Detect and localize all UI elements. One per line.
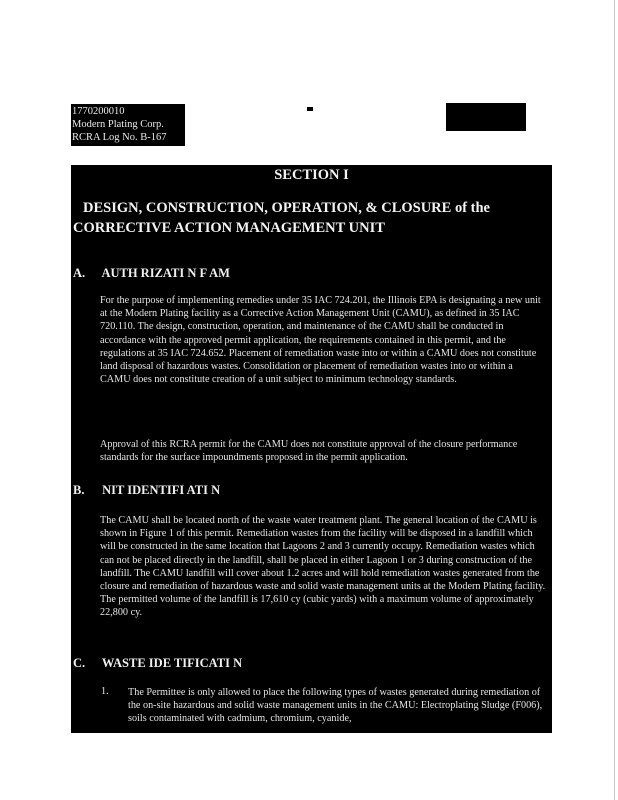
section-a-paragraph-1: For the purpose of implementing remedies under 35 IAC 724.201, the Illinois EPA is designating a new unit at the Modern Plating facility as a Corrective Action Management Unit (CAMU), as defined in 35 IAC 720.110. The design, construction, operation, and maintenance of the CAMU shall be conducted in accordance with the approved permit application, the requirements contained in this permit, and the regulations at 35 IAC 724.652. Placement of remediation waste into or within a CAMU does not constitute land disposal of hazardous wastes. Consolidation or placement of remediation wastes into or within a CAMU does not constitute creation of a unit subject to minimum technology standards. <box>100 295 541 386</box>
section-a-heading <box>73 266 230 281</box>
list-item-number: 1. <box>101 686 109 697</box>
main-title-line2: CORRECTIVE ACTION MANAGEMENT UNIT <box>73 220 385 236</box>
list-item-text: The Permittee is only allowed to place the following types of wastes generated during remediation of the on-site hazardous and solid waste management units in the CAMU: Electroplating Sludge (F006), soils contaminated with cadmium, chromium, cyanide, <box>128 687 543 725</box>
section-c-letter: C. <box>73 656 86 670</box>
page-edge-line <box>614 0 615 800</box>
document-header <box>71 104 185 146</box>
main-title-line1: DESIGN, CONSTRUCTION, OPERATION, & CLOSURE of the <box>83 200 490 216</box>
section-b-title: NIT IDENTIFI ATI N <box>102 483 221 497</box>
section-a-title: AUTH RIZATI N F AM <box>101 266 230 280</box>
section-b-heading <box>73 483 220 498</box>
section-title: SECTION I <box>274 167 349 183</box>
section-a-letter: A. <box>73 266 86 280</box>
header-company: Modern Plating Corp. <box>72 119 164 130</box>
redaction-box <box>446 103 526 131</box>
document-body <box>71 165 552 733</box>
section-c-title: WASTE IDE TIFICATI N <box>101 656 243 670</box>
header-log-number: RCRA Log No. B-167 <box>72 132 167 143</box>
section-c-heading <box>73 656 242 671</box>
main-title <box>73 198 549 238</box>
header-id: 1770200010 <box>72 106 125 117</box>
section-b-letter: B. <box>73 483 85 497</box>
section-a-paragraph-2: Approval of this RCRA permit for the CAMU does not constitute approval of the closure performance standards for the surface impoundments proposed in the permit application. <box>100 439 518 464</box>
scan-mark <box>307 107 313 111</box>
section-b-paragraph-1: The CAMU shall be located north of the waste water treatment plant. The general location of the CAMU is shown in Figure 1 of this permit. Remediation wastes from the facility will be disposed in a landfill which will be constructed in the same location that Lagoons 2 and 3 currently occupy. Remediation wastes which can not be placed directly in the landfill, shall be placed in either Lagoon 1 or 3 during construction of the landfill. The CAMU landfill will cover about 1.2 acres and will hold remediation wastes generated from the closure and remediation of hazardous waste and solid waste management units at the Modern Plating facility. The permitted volume of the landfill is 17,610 cy (cubic yards) with a maximum volume of approximately 22,800 cy. <box>100 515 546 619</box>
